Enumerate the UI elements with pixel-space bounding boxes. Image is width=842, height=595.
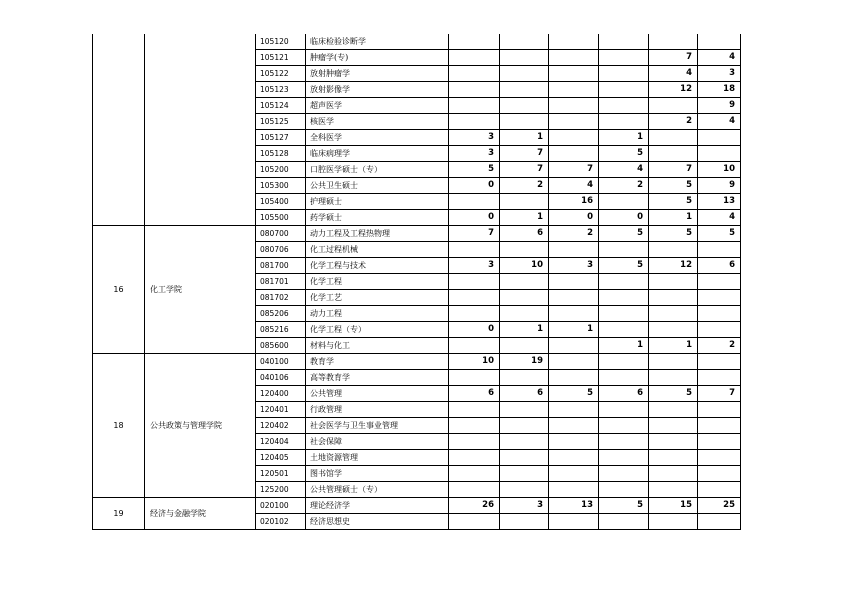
count-cell: 6: [599, 386, 649, 402]
count-cell: [449, 482, 500, 498]
major-code-cell: 105400: [256, 194, 306, 210]
major-name-cell: 理论经济学: [306, 498, 449, 514]
count-cell: [500, 50, 549, 66]
count-cell: [449, 418, 500, 434]
major-name-cell: 临床病理学: [306, 146, 449, 162]
count-cell: [549, 66, 599, 82]
major-code-cell: 105500: [256, 210, 306, 226]
count-cell: 6: [449, 386, 500, 402]
count-cell: [549, 290, 599, 306]
count-cell: [698, 274, 741, 290]
count-cell: 3: [500, 498, 549, 514]
count-cell: [500, 194, 549, 210]
count-cell: [599, 514, 649, 530]
count-cell: [698, 290, 741, 306]
count-cell: 4: [698, 114, 741, 130]
count-cell: 12: [649, 82, 698, 98]
table-row: [93, 34, 741, 50]
count-cell: [549, 482, 599, 498]
count-cell: [449, 98, 500, 114]
count-cell: 2: [500, 178, 549, 194]
major-code-cell: 105120: [256, 34, 306, 50]
count-cell: [649, 306, 698, 322]
table-body: [93, 34, 741, 530]
count-cell: [599, 450, 649, 466]
count-cell: 6: [698, 258, 741, 274]
count-cell: 6: [500, 226, 549, 242]
count-cell: [449, 370, 500, 386]
major-code-cell: 120501: [256, 466, 306, 482]
major-code-cell: 020100: [256, 498, 306, 514]
count-cell: [449, 514, 500, 530]
count-cell: [549, 130, 599, 146]
count-cell: 5: [449, 162, 500, 178]
count-cell: [500, 466, 549, 482]
college-index-cell: 16: [93, 226, 145, 354]
major-name-cell: 化学工程（专）: [306, 322, 449, 338]
count-cell: [649, 130, 698, 146]
count-cell: [500, 98, 549, 114]
count-cell: [649, 242, 698, 258]
count-cell: [649, 482, 698, 498]
major-code-cell: 105122: [256, 66, 306, 82]
count-cell: 7: [649, 50, 698, 66]
major-name-cell: 社会医学与卫生事业管理: [306, 418, 449, 434]
count-cell: [698, 466, 741, 482]
count-cell: [449, 114, 500, 130]
college-name-cell: 经济与金融学院: [145, 498, 256, 530]
count-cell: 6: [500, 386, 549, 402]
count-cell: [649, 402, 698, 418]
major-code-cell: 120404: [256, 434, 306, 450]
count-cell: [500, 34, 549, 50]
count-cell: [698, 242, 741, 258]
major-code-cell: 081702: [256, 290, 306, 306]
count-cell: [549, 50, 599, 66]
major-code-cell: 105121: [256, 50, 306, 66]
major-code-cell: 105124: [256, 98, 306, 114]
major-name-cell: 化学工程: [306, 274, 449, 290]
count-cell: [500, 114, 549, 130]
count-cell: [599, 242, 649, 258]
count-cell: 1: [549, 322, 599, 338]
count-cell: 16: [549, 194, 599, 210]
major-code-cell: 081700: [256, 258, 306, 274]
count-cell: 19: [500, 354, 549, 370]
count-cell: [449, 402, 500, 418]
major-name-cell: 图书馆学: [306, 466, 449, 482]
count-cell: [549, 34, 599, 50]
count-cell: [649, 322, 698, 338]
count-cell: [599, 34, 649, 50]
count-cell: 4: [698, 210, 741, 226]
count-cell: [500, 418, 549, 434]
count-cell: 5: [649, 226, 698, 242]
count-cell: 4: [599, 162, 649, 178]
count-cell: 7: [500, 146, 549, 162]
count-cell: 5: [599, 498, 649, 514]
count-cell: [549, 466, 599, 482]
count-cell: 7: [500, 162, 549, 178]
major-name-cell: 公共卫生硕士: [306, 178, 449, 194]
major-name-cell: 经济思想史: [306, 514, 449, 530]
count-cell: [698, 34, 741, 50]
count-cell: 5: [599, 146, 649, 162]
count-cell: [698, 354, 741, 370]
major-code-cell: 105300: [256, 178, 306, 194]
count-cell: [549, 306, 599, 322]
count-cell: [599, 274, 649, 290]
college-index-cell: 19: [93, 498, 145, 530]
count-cell: [599, 322, 649, 338]
college-index-cell: 18: [93, 354, 145, 498]
count-cell: [698, 434, 741, 450]
count-cell: [500, 306, 549, 322]
major-code-cell: 105200: [256, 162, 306, 178]
count-cell: 3: [698, 66, 741, 82]
count-cell: [500, 482, 549, 498]
count-cell: 7: [698, 386, 741, 402]
major-name-cell: 核医学: [306, 114, 449, 130]
count-cell: 2: [698, 338, 741, 354]
count-cell: [549, 354, 599, 370]
count-cell: 0: [599, 210, 649, 226]
major-code-cell: 105128: [256, 146, 306, 162]
count-cell: [649, 290, 698, 306]
count-cell: [549, 450, 599, 466]
count-cell: 1: [649, 210, 698, 226]
count-cell: [449, 290, 500, 306]
count-cell: [449, 434, 500, 450]
count-cell: [500, 434, 549, 450]
major-code-cell: 085216: [256, 322, 306, 338]
major-code-cell: 020102: [256, 514, 306, 530]
major-code-cell: 085206: [256, 306, 306, 322]
count-cell: 1: [649, 338, 698, 354]
count-cell: [500, 242, 549, 258]
major-code-cell: 105123: [256, 82, 306, 98]
college-name-cell: 化工学院: [145, 226, 256, 354]
count-cell: [698, 514, 741, 530]
major-name-cell: 行政管理: [306, 402, 449, 418]
count-cell: [698, 146, 741, 162]
count-cell: [599, 194, 649, 210]
count-cell: [698, 306, 741, 322]
count-cell: 10: [449, 354, 500, 370]
count-cell: [649, 514, 698, 530]
count-cell: [549, 370, 599, 386]
major-name-cell: 材料与化工: [306, 338, 449, 354]
count-cell: [698, 482, 741, 498]
count-cell: 0: [449, 322, 500, 338]
major-name-cell: 公共管理: [306, 386, 449, 402]
major-name-cell: 高等教育学: [306, 370, 449, 386]
major-name-cell: 化学工艺: [306, 290, 449, 306]
count-cell: [549, 114, 599, 130]
count-cell: [500, 338, 549, 354]
count-cell: 0: [449, 210, 500, 226]
major-name-cell: 口腔医学硕士（专）: [306, 162, 449, 178]
major-code-cell: 081701: [256, 274, 306, 290]
count-cell: [500, 274, 549, 290]
major-code-cell: 080700: [256, 226, 306, 242]
major-name-cell: 超声医学: [306, 98, 449, 114]
major-name-cell: 化学工程与技术: [306, 258, 449, 274]
count-cell: [698, 322, 741, 338]
major-code-cell: 125200: [256, 482, 306, 498]
count-cell: [449, 66, 500, 82]
count-cell: 4: [549, 178, 599, 194]
count-cell: [500, 290, 549, 306]
count-cell: 18: [698, 82, 741, 98]
count-cell: [599, 290, 649, 306]
count-cell: 1: [500, 322, 549, 338]
count-cell: 5: [649, 178, 698, 194]
count-cell: [500, 514, 549, 530]
count-cell: [649, 434, 698, 450]
count-cell: [599, 114, 649, 130]
count-cell: 0: [449, 178, 500, 194]
major-name-cell: 社会保障: [306, 434, 449, 450]
count-cell: [500, 370, 549, 386]
count-cell: 1: [500, 210, 549, 226]
count-cell: 1: [500, 130, 549, 146]
count-cell: [649, 370, 698, 386]
count-cell: [599, 466, 649, 482]
major-name-cell: 化工过程机械: [306, 242, 449, 258]
count-cell: 15: [649, 498, 698, 514]
major-code-cell: 105127: [256, 130, 306, 146]
count-cell: [500, 402, 549, 418]
count-cell: [698, 130, 741, 146]
major-name-cell: 教育学: [306, 354, 449, 370]
count-cell: [549, 514, 599, 530]
major-name-cell: 全科医学: [306, 130, 449, 146]
count-cell: 3: [449, 130, 500, 146]
count-cell: 5: [649, 194, 698, 210]
major-name-cell: 药学硕士: [306, 210, 449, 226]
count-cell: [549, 402, 599, 418]
major-code-cell: 080706: [256, 242, 306, 258]
count-cell: [599, 402, 649, 418]
college-name-cell: 公共政策与管理学院: [145, 354, 256, 498]
admissions-table: [92, 34, 741, 530]
major-code-cell: 040100: [256, 354, 306, 370]
table-row: [93, 498, 741, 514]
count-cell: [649, 274, 698, 290]
count-cell: [599, 50, 649, 66]
count-cell: 2: [549, 226, 599, 242]
count-cell: [449, 274, 500, 290]
count-cell: [599, 418, 649, 434]
count-cell: [698, 418, 741, 434]
count-cell: [449, 242, 500, 258]
major-name-cell: 动力工程: [306, 306, 449, 322]
count-cell: [649, 34, 698, 50]
count-cell: [549, 82, 599, 98]
major-code-cell: 105125: [256, 114, 306, 130]
count-cell: [599, 354, 649, 370]
count-cell: [549, 418, 599, 434]
count-cell: 9: [698, 98, 741, 114]
count-cell: [449, 34, 500, 50]
count-cell: 13: [698, 194, 741, 210]
count-cell: [698, 370, 741, 386]
count-cell: [549, 434, 599, 450]
major-name-cell: 临床检验诊断学: [306, 34, 449, 50]
count-cell: 5: [649, 386, 698, 402]
count-cell: [599, 82, 649, 98]
count-cell: [449, 194, 500, 210]
count-cell: 26: [449, 498, 500, 514]
major-code-cell: 040106: [256, 370, 306, 386]
count-cell: 7: [549, 162, 599, 178]
college-index-cell: [93, 34, 145, 226]
count-cell: 5: [599, 258, 649, 274]
count-cell: 25: [698, 498, 741, 514]
major-code-cell: 120401: [256, 402, 306, 418]
count-cell: [649, 146, 698, 162]
count-cell: 2: [649, 114, 698, 130]
major-name-cell: 肿瘤学(专): [306, 50, 449, 66]
count-cell: [449, 338, 500, 354]
count-cell: [649, 466, 698, 482]
count-cell: [549, 146, 599, 162]
major-name-cell: 土地资源管理: [306, 450, 449, 466]
major-name-cell: 放射影像学: [306, 82, 449, 98]
count-cell: 2: [599, 178, 649, 194]
count-cell: 5: [549, 386, 599, 402]
count-cell: 1: [599, 130, 649, 146]
major-code-cell: 120402: [256, 418, 306, 434]
count-cell: [449, 306, 500, 322]
count-cell: 3: [549, 258, 599, 274]
major-code-cell: 120400: [256, 386, 306, 402]
count-cell: 7: [649, 162, 698, 178]
count-cell: [549, 98, 599, 114]
college-name-cell: [145, 34, 256, 226]
count-cell: 13: [549, 498, 599, 514]
count-cell: [649, 354, 698, 370]
major-code-cell: 085600: [256, 338, 306, 354]
count-cell: [449, 82, 500, 98]
count-cell: 3: [449, 146, 500, 162]
count-cell: [698, 402, 741, 418]
count-cell: [549, 242, 599, 258]
count-cell: [449, 466, 500, 482]
count-cell: [500, 450, 549, 466]
major-name-cell: 护理硕士: [306, 194, 449, 210]
count-cell: 4: [649, 66, 698, 82]
count-cell: [599, 370, 649, 386]
count-cell: [549, 338, 599, 354]
count-cell: 1: [599, 338, 649, 354]
count-cell: [500, 66, 549, 82]
major-name-cell: 公共管理硕士（专）: [306, 482, 449, 498]
count-cell: [649, 450, 698, 466]
count-cell: 9: [698, 178, 741, 194]
count-cell: [698, 450, 741, 466]
count-cell: [599, 482, 649, 498]
count-cell: 7: [449, 226, 500, 242]
count-cell: [549, 274, 599, 290]
count-cell: [599, 434, 649, 450]
count-cell: [649, 98, 698, 114]
count-cell: 12: [649, 258, 698, 274]
count-cell: [649, 418, 698, 434]
count-cell: 10: [500, 258, 549, 274]
count-cell: [599, 98, 649, 114]
major-name-cell: 动力工程及工程热物理: [306, 226, 449, 242]
major-name-cell: 放射肿瘤学: [306, 66, 449, 82]
count-cell: 5: [599, 226, 649, 242]
count-cell: [449, 50, 500, 66]
count-cell: [599, 66, 649, 82]
major-code-cell: 120405: [256, 450, 306, 466]
count-cell: 3: [449, 258, 500, 274]
count-cell: 0: [549, 210, 599, 226]
count-cell: [449, 450, 500, 466]
count-cell: 4: [698, 50, 741, 66]
count-cell: 10: [698, 162, 741, 178]
table-row: [93, 226, 741, 242]
count-cell: [500, 82, 549, 98]
count-cell: 5: [698, 226, 741, 242]
table-row: [93, 354, 741, 370]
count-cell: [599, 306, 649, 322]
